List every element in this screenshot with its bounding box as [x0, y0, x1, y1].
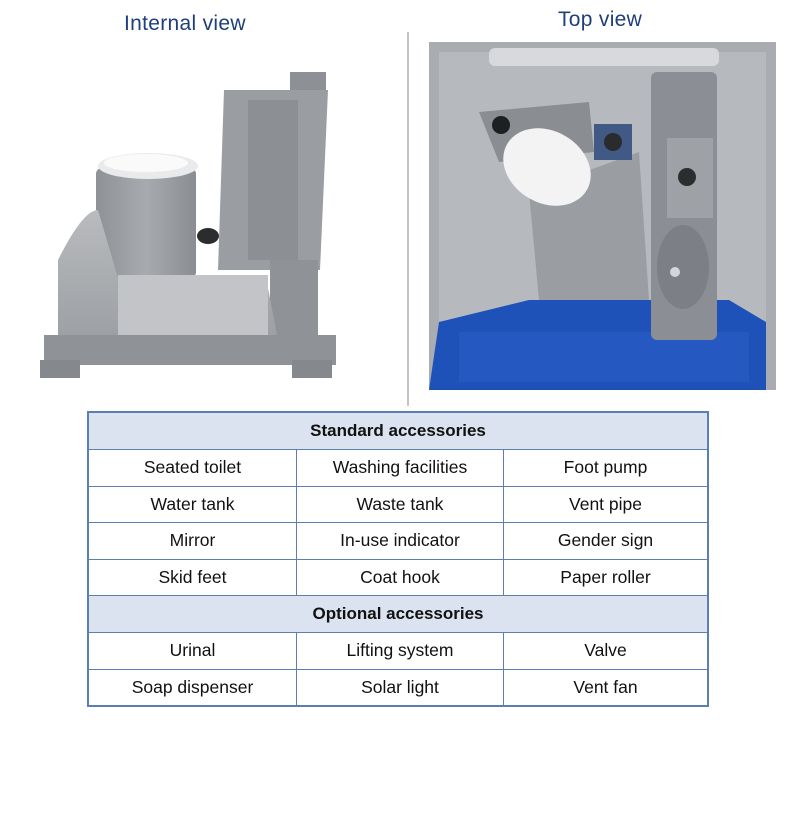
table-cell: Vent pipe: [504, 486, 709, 523]
table-cell: Solar light: [297, 669, 504, 706]
table-row: [88, 486, 708, 523]
table-cell: Gender sign: [504, 523, 709, 560]
table-cell: Mirror: [88, 523, 297, 560]
toilet-topview-illustration: [429, 42, 776, 390]
section-header-optional: [88, 596, 708, 633]
table-cell: Lifting system: [297, 633, 504, 670]
table-cell: Coat hook: [297, 559, 504, 596]
table-cell: Washing facilities: [297, 450, 504, 487]
section-header-standard: [88, 412, 708, 450]
internal-view-caption: Internal view: [124, 12, 246, 35]
table-cell: Water tank: [88, 486, 297, 523]
toilet-internal-illustration: [38, 60, 358, 390]
table-cell: Waste tank: [297, 486, 504, 523]
table-cell: Soap dispenser: [88, 669, 297, 706]
table-cell: Seated toilet: [88, 450, 297, 487]
vertical-divider: [407, 32, 409, 406]
table-cell: Urinal: [88, 633, 297, 670]
table-cell: Vent fan: [504, 669, 709, 706]
table-row: [88, 450, 708, 487]
table-cell: Foot pump: [504, 450, 709, 487]
table-cell: Skid feet: [88, 559, 297, 596]
table-cell: Valve: [504, 633, 709, 670]
top-view-caption: Top view: [558, 8, 643, 31]
table-row: [88, 633, 708, 670]
table-row: [88, 523, 708, 560]
table-row: [88, 669, 708, 706]
table-cell: Paper roller: [504, 559, 709, 596]
internal-view-image: [38, 60, 358, 390]
top-view-image: [429, 42, 776, 390]
section-title: Standard accessories: [88, 412, 708, 450]
section-title: Optional accessories: [88, 596, 708, 633]
accessories-table: [87, 411, 709, 707]
table-cell: In-use indicator: [297, 523, 504, 560]
table-row: [88, 559, 708, 596]
